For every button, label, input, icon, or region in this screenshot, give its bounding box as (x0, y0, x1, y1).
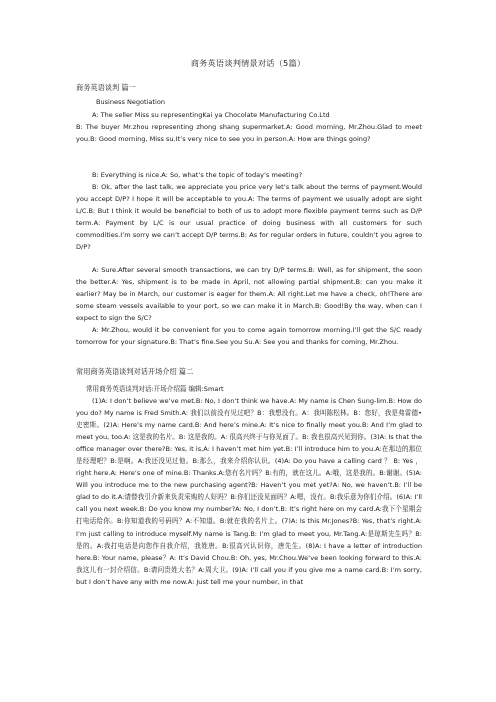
section1-paragraph-5: A: Sure.After several smooth transactions, we can try D/P terms.B: Well, as for shipment, the soon the better.A: Yes, shipment is to be made in April, not allowing partial shipment.B: can you make it earlier? May be in March, our customer is eager for them.A: All right.Let me have a check, oh!There are some steam vessels available to your port, so we can make it in March.B: Good!By the way, when can I expect to sign the S/C? (76, 266, 422, 323)
section2-heading: 常用商务英语谈判对话开场介绍 篇二 (76, 367, 194, 376)
document-title: 商务英语谈判情景对话（5篇） (190, 58, 306, 68)
section1-paragraph-2: B: The buyer Mr.zhou representing zhong shang supermarket.A: Good morning, Mr.Zhou.Glad to meet you.B: Good morning, Miss su.It’s very nice to see you in person.A: How are things going? (76, 123, 422, 144)
section1-heading: 商务英语谈判 篇一 (76, 83, 136, 92)
section1-subtitle: Business Negotiation (96, 98, 165, 106)
section1-paragraph-1: A: The seller Miss su representingKai ya Chocolate Manufacturing Co.Ltd (92, 111, 330, 119)
section1-paragraph-4: B: Ok, after the last talk, we appreciate you price very let’s talk about the terms of payment.Would you accept D/P? I hope it will be acceptable to you.A: The terms of payment we usually adopt are sight L/C.B: But I think it would be beneficial to both of us to adopt more flexible payment terms such as D/P term.A: Payment by L/C is our usual practice of doing business with all customers for such commodities.I’m sorry we can’t accept D/P terms.B: As for regular orders in future, couldn’t you agree to D/P? (76, 183, 422, 252)
section2-subtitle: 常用商务英语谈判对话:开场介绍篇 编辑:Smart (86, 385, 224, 393)
section1-paragraph-6: A: Mr.Zhou, would it be convenient for you to come again tomorrow morning.I’ll get the S/C ready tomorrow for your signature.B: That’s fine.See you Su.A: See you and thanks for coming, Mr.Zhou. (76, 326, 422, 347)
section2-paragraph: (1)A: I don’t believe we’ve met.B: No, I don’t think we have.A: My name is Chen Sung-lim.B: How do you do? My name is Fred Smith.A: 我们以前没有见过吧？B：我想没有。A：我叫陈松林。B：您好，我是弗雷德•史密斯。(2)A: Here’s my name card.B: And here’s mine.A: It’s nice to finally meet you.B: And I’m glad to meet you, too.A: 这是我的名片。B: 这是我的。A: 很高兴终于与你见面了。B: 我也很高兴见到你。(3)A: Is that the office manager over there?B: Yes, it is,A: I haven’t met him yet.B: I’ll introduce him to you.A:在那边的那位是经理吧？B:是啊。A:我还没见过他。B:那么，我来介绍你认识。(4)A: Do you have a calling card ？ B: Yes ，right here.A: Here’s one of mine.B: Thanks.A:您有名片吗？B:有的，就在这儿。A:哦，这是我的。B:谢谢。(5)A: Will you introduce me to the new purchasing agent?B: Haven’t you met yet?A: No, we haven’t.B: I’ll be glad to do it.A:请替我引介新来负责采购的人好吗？B:你们还没见面吗？A:嗯，没有。B:我乐意为你们介绍。(6)A: I’ll call you next week.B: Do you know my number?A: No, I don’t.B: It’s right here on my card.A:我下个星期会打电话给你。B:你知道我的号码吗？A:不知道。B:就在我的名片上。(7)A: Is this Mr.Jones?B: Yes, that’s right.A: I’m just calling to introduce myself.My name is Tang.B: I’m glad to meet you, Mr.Tang.A:是琼斯先生吗？B:是的。A:我打电话是向您作自我介绍，我姓唐。B:很高兴认识你，唐先生。(8)A: I have a letter of introduction here.B: Your name, please？A: It’s David Chou.B: Oh, yes, Mr.Chou.We’ve been looking forward to this.A:我这儿有一封介绍信。B:请问贵姓大名？A:周大卫。(9)A: I’ll call you if you give me a name card.B: I’m sorry, but I don’t have any with me now.A: Just tell me your number, in that (76, 397, 422, 586)
section1-paragraph-3: B: Everything is nice.A: So, what’s the topic of today’s meeting? (92, 171, 303, 179)
